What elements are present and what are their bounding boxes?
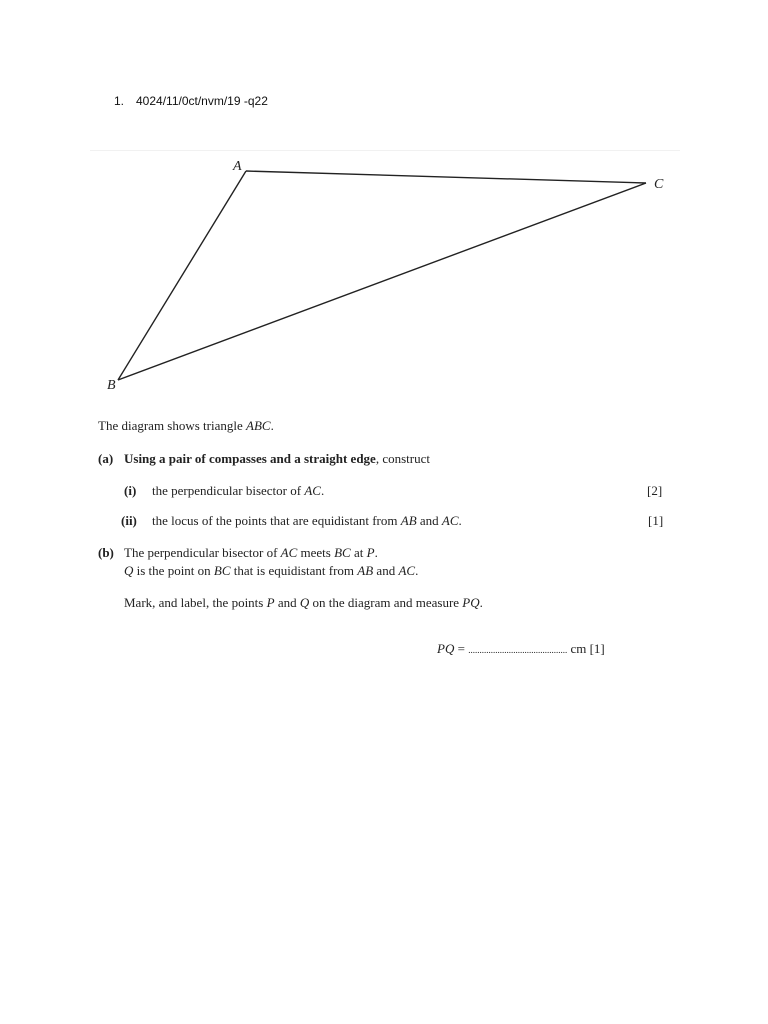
part-a-i-marks: [2] bbox=[647, 483, 663, 498]
question-intro: The diagram shows triangle ABC. bbox=[98, 418, 274, 433]
vertex-c-label: C bbox=[654, 177, 664, 192]
part-b-line3: Mark, and label, the points P and Q on the diagram and measure PQ. bbox=[124, 595, 483, 610]
part-b-label: (b) bbox=[98, 545, 114, 560]
part-a-i-label: (i) bbox=[124, 483, 137, 498]
part-b-line2: Q is the point on BC that is equidistant from AB and AC. bbox=[124, 563, 419, 578]
side-ac bbox=[246, 171, 646, 183]
part-a-label: (a) bbox=[98, 451, 114, 466]
part-a-ii-marks: [1] bbox=[648, 513, 664, 528]
part-a-ii-label: (ii) bbox=[121, 513, 137, 528]
vertex-b-label: B bbox=[107, 378, 116, 393]
list-number: 1. bbox=[114, 94, 125, 108]
side-ab bbox=[118, 171, 246, 380]
side-bc bbox=[118, 183, 646, 380]
part-a-instruction: Using a pair of compasses and a straight edge, construct bbox=[124, 451, 430, 466]
answer-field[interactable]: ............................................ bbox=[468, 645, 568, 655]
part-b-line1: The perpendicular bisector of AC meets BC at P. bbox=[124, 545, 378, 560]
part-a-i-text: the perpendicular bisector of AC. bbox=[152, 483, 325, 498]
part-a-ii-text: the locus of the points that are equidistant from AB and AC. bbox=[152, 513, 462, 528]
answer-line: PQ = ............................................ cm [1] bbox=[437, 641, 605, 656]
question-reference: 4024/11/0ct/nvm/19 -q22 bbox=[136, 94, 268, 108]
vertex-a-label: A bbox=[233, 159, 242, 174]
